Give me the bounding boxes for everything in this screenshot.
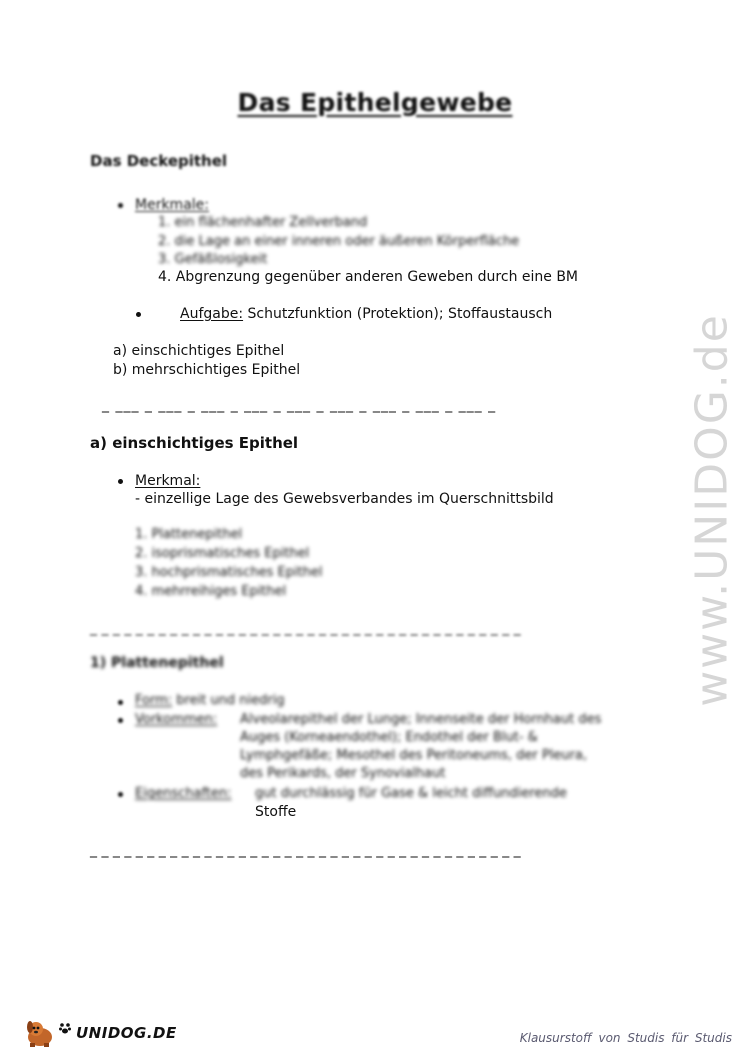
bullet-merkmale bbox=[118, 203, 123, 208]
vorkommen-label: Vorkommen: bbox=[135, 712, 218, 727]
einschichtig-item-3: 3. hochprismatisches Epithel bbox=[135, 565, 323, 580]
separator-1: _ ___ _ ___ _ ___ _ ___ _ ___ _ ___ _ ___ _ ___ _ ___ _ bbox=[102, 397, 497, 413]
einschichtig-item-4: 4. mehrreihiges Epithel bbox=[135, 584, 287, 599]
einschichtig-item-2: 2. isoprismatisches Epithel bbox=[135, 546, 310, 561]
section-heading-plattenepithel: 1) Plattenepithel bbox=[90, 655, 224, 671]
bullet-form bbox=[118, 700, 123, 705]
eigenschaften-label: Eigenschaften: bbox=[135, 786, 232, 801]
vorkommen-line-3: Lymphgefäße; Mesothel des Peritoneums, der Pleura, bbox=[240, 748, 587, 763]
aufgabe-text: Schutzfunktion (Protektion); Stoffaustausch bbox=[247, 306, 553, 322]
merkmale-label: Merkmale: bbox=[135, 197, 209, 213]
separator-2: _ _ _ _ _ _ _ _ _ _ _ _ _ _ _ _ _ _ _ _ _ _ _ _ _ _ _ _ _ _ _ _ _ _ _ _ _ _ bbox=[90, 620, 521, 636]
type-item-b: b) mehrschichtiges Epithel bbox=[113, 362, 301, 378]
type-item-a: a) einschichtiges Epithel bbox=[113, 343, 285, 359]
merkmale-item-4: 4. Abgrenzung gegenüber anderen Geweben durch eine BM bbox=[158, 269, 579, 285]
vorkommen-line-2: Auges (Korneaendothel); Endothel der Blut- & bbox=[240, 730, 538, 745]
eigenschaften-line-1: gut durchlässig für Gase & leicht diffundierende bbox=[255, 786, 567, 801]
bullet-aufgabe bbox=[136, 312, 141, 317]
merkmal-label: Merkmal: bbox=[135, 473, 201, 489]
merkmale-item-1: 1. ein flächenhafter Zellverband bbox=[158, 215, 368, 230]
separator-3: _ _ _ _ _ _ _ _ _ _ _ _ _ _ _ _ _ _ _ _ _ _ _ _ _ _ _ _ _ _ _ _ _ _ _ _ _ _ bbox=[90, 842, 521, 858]
merkmal-text: - einzellige Lage des Gewebsverbandes im Querschnittsbild bbox=[135, 491, 554, 507]
bullet-merkmal bbox=[118, 479, 123, 484]
bullet-eigenschaften bbox=[118, 792, 123, 797]
footer-logo[interactable] bbox=[24, 1018, 177, 1048]
watermark-text: www.UNIDOG.de bbox=[686, 313, 738, 707]
form-label: Form: bbox=[135, 693, 173, 708]
dog-logo-icon bbox=[24, 1018, 56, 1048]
section-heading-deckepithel: Das Deckepithel bbox=[90, 152, 228, 170]
aufgabe-line bbox=[180, 305, 552, 323]
vorkommen-line-4: des Perikards, der Synovialhaut bbox=[240, 766, 446, 781]
page-title: Das Epithelgewebe bbox=[237, 88, 513, 117]
form-line bbox=[135, 692, 285, 710]
eigenschaften-line-2: Stoffe bbox=[255, 804, 297, 820]
section-heading-einschichtig: a) einschichtiges Epithel bbox=[90, 434, 299, 452]
paw-icon bbox=[58, 1021, 72, 1035]
vorkommen-line-1: Alveolarepithel der Lunge; Innenseite der Hornhaut des bbox=[240, 712, 602, 727]
merkmale-item-3: 3. Gefäßlosigkeit bbox=[158, 252, 268, 267]
form-text: breit und niedrig bbox=[176, 693, 285, 708]
bullet-vorkommen bbox=[118, 718, 123, 723]
merkmale-item-2: 2. die Lage an einer inneren oder äußeren Körperfläche bbox=[158, 234, 520, 249]
footer-logo-text: UNIDOG.DE bbox=[76, 1024, 177, 1042]
footer-tagline: Klausurstoff von Studis für Studis bbox=[519, 1031, 732, 1045]
aufgabe-label: Aufgabe: bbox=[180, 306, 244, 322]
einschichtig-item-1: 1. Plattenepithel bbox=[135, 527, 243, 542]
